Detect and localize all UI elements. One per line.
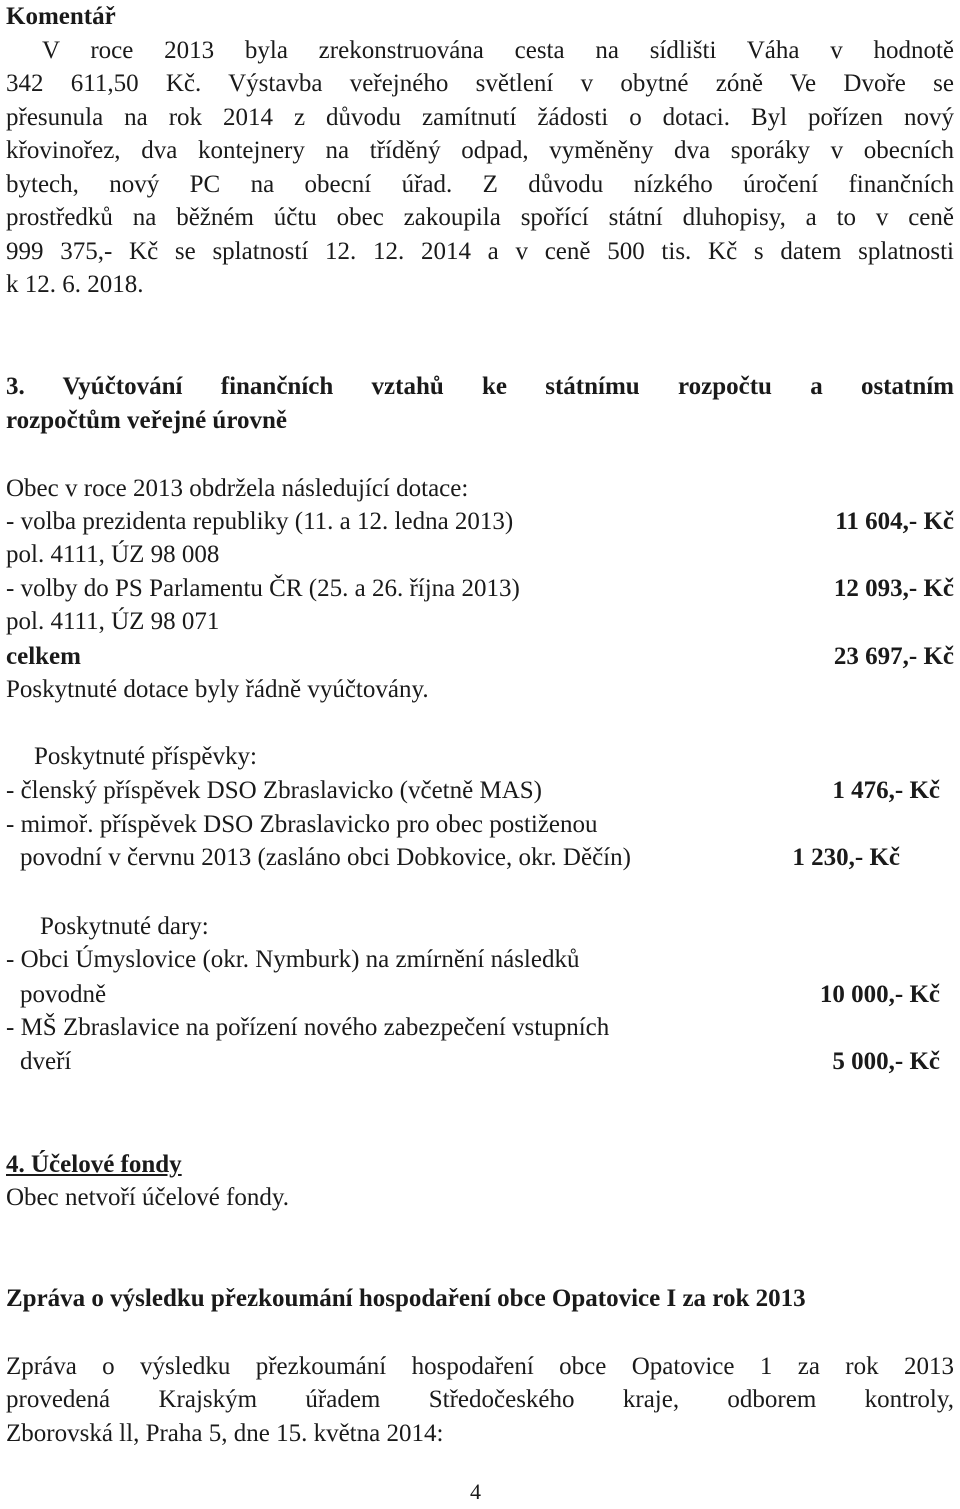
section4-heading: 4. Účelové fondy	[6, 1151, 182, 1178]
gifts-heading: Poskytnuté dary:	[40, 913, 209, 940]
komentar-heading: Komentář	[6, 3, 116, 30]
gift-label: - MŠ Zbraslavice na pořízení nového zabezpečení vstupních	[6, 1014, 610, 1041]
subsidy-amount: 11 604,- Kč	[835, 508, 954, 535]
subsidy-amount: 12 093,- Kč	[833, 575, 954, 602]
page-number: 4	[470, 1479, 481, 1504]
komentar-line: přesunula na rok 2014 z důvodu zamítnutí žádosti o dotaci. Byl pořízen nový	[6, 104, 954, 131]
komentar-line: 342 611,50 Kč. Výstavba veřejného světlení v obytné zóně Ve Dvoře se	[6, 70, 954, 97]
report-line: provedená Krajským úřadem Středočeského kraje, odborem kontroly,	[6, 1386, 954, 1413]
contributions-heading: Poskytnuté příspěvky:	[34, 743, 257, 770]
komentar-line: křovinořez, dva kontejnery na tříděný odpad, vyměněny dva sporáky v obecních	[6, 137, 954, 164]
komentar-line: 999 375,- Kč se splatností 12. 12. 2014 a v ceně 500 tis. Kč s datem splatnosti	[6, 238, 954, 265]
section3-intro: Obec v roce 2013 obdržela následující dotace:	[6, 475, 469, 502]
report-heading: Zpráva o výsledku přezkoumání hospodaření obce Opatovice I za rok 2013	[6, 1285, 806, 1312]
subsidy-note: Poskytnuté dotace byly řádně vyúčtovány.	[6, 676, 429, 703]
subsidy-label: - volba prezidenta republiky (11. a 12. ledna 2013)	[6, 508, 514, 535]
komentar-line: bytech, nový PC na obecní úřad. Z důvodu nízkého úročení finančních	[6, 171, 954, 198]
contribution-label: - mimoř. příspěvek DSO Zbraslavicko pro obec postiženou	[6, 811, 598, 838]
subsidy-label: - volby do PS Parlamentu ČR (25. a 26. října 2013)	[6, 575, 520, 602]
gift-label-cont: povodně	[20, 981, 107, 1008]
report-line: Zborovská ll, Praha 5, dne 15. května 2014:	[6, 1420, 444, 1447]
total-amount: 23 697,- Kč	[833, 643, 954, 670]
total-label: celkem	[6, 643, 81, 670]
gift-label: - Obci Úmyslovice (okr. Nymburk) na zmírnění následků	[6, 946, 580, 973]
contribution-label-cont: povodní v červnu 2013 (zasláno obci Dobkovice, okr. Děčín)	[20, 844, 631, 871]
contribution-amount: 1 230,- Kč	[792, 844, 900, 871]
subsidy-label: pol. 4111, ÚZ 98 008	[6, 541, 220, 568]
contribution-label: - členský příspěvek DSO Zbraslavicko (včetně MAS)	[6, 777, 542, 804]
komentar-line: prostředků na běžném účtu obec zakoupila spořící státní dluhopisy, a to v ceně	[6, 204, 954, 231]
komentar-line: V roce 2013 byla zrekonstruována cesta na sídlišti Váha v hodnotě	[42, 37, 954, 64]
contribution-amount: 1 476,- Kč	[832, 777, 940, 804]
section3-heading-cont: rozpočtům veřejné úrovně	[6, 407, 287, 434]
section4-text: Obec netvoří účelové fondy.	[6, 1184, 289, 1211]
subsidy-label: pol. 4111, ÚZ 98 071	[6, 608, 220, 635]
komentar-line: k 12. 6. 2018.	[6, 271, 144, 298]
gift-amount: 5 000,- Kč	[832, 1048, 940, 1075]
report-line: Zpráva o výsledku přezkoumání hospodaření obce Opatovice 1 za rok 2013	[6, 1353, 954, 1380]
section3-heading: 3. Vyúčtování finančních vztahů ke státnímu rozpočtu a ostatním	[6, 373, 954, 400]
gift-amount: 10 000,- Kč	[819, 981, 940, 1008]
gift-label-cont: dveří	[20, 1048, 72, 1075]
